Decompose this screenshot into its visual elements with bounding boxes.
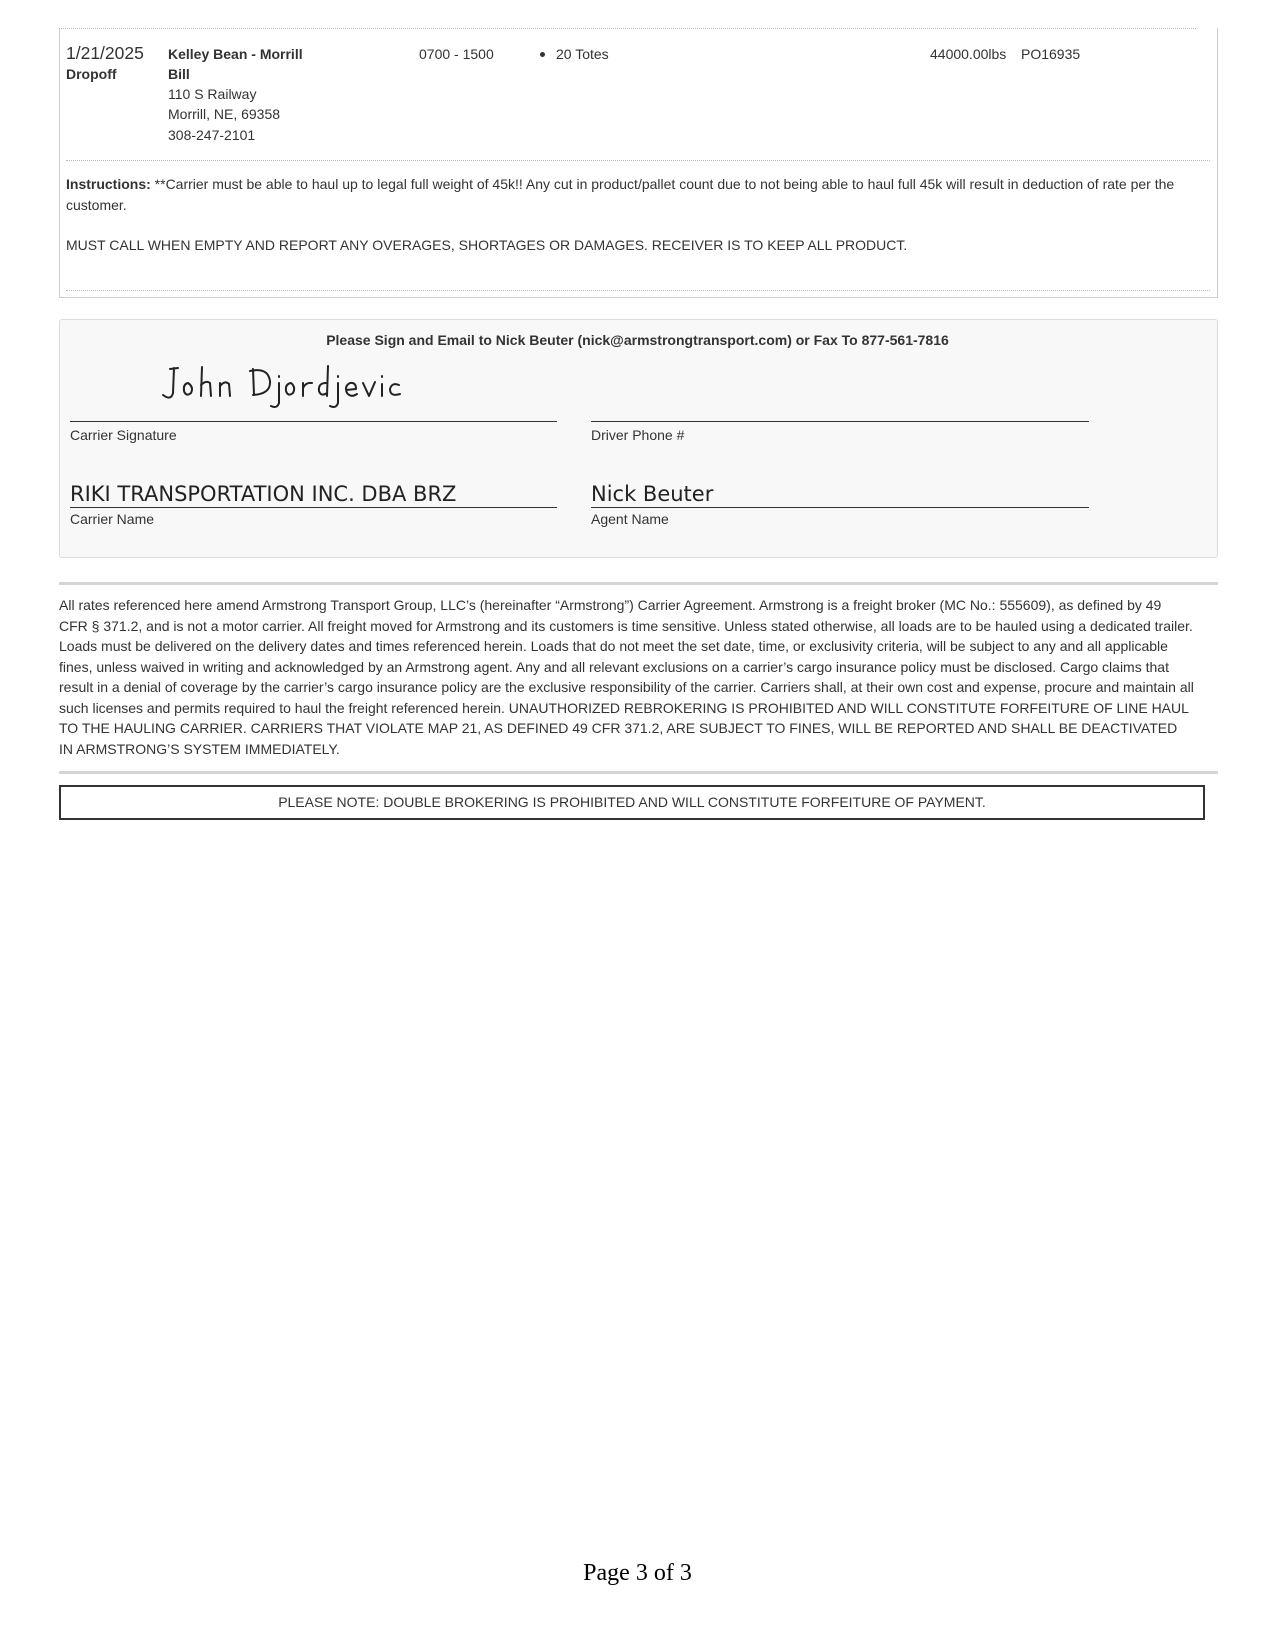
terms-top-divider <box>59 582 1218 585</box>
bullet-icon <box>540 52 545 57</box>
stop-company-line2: Bill <box>168 66 190 82</box>
stop-divider <box>66 160 1210 161</box>
terms-line: such licenses and permits required to haul the freight referenced herein. UNAUTHORIZED REBROKERING IS PROHIBITED AND WILL CONSTITUTE FORFEITURE OF LINE HAUL <box>59 699 1189 716</box>
carrier-signature-image <box>158 361 438 411</box>
terms-line: CFR § 371.2, and is not a motor carrier. All freight moved for Armstrong and its customers is time sensitive. Unless stated otherwise, all loads are to be hauled using a dedicated trailer. <box>59 617 1193 634</box>
carrier-name-line <box>70 507 557 508</box>
driver-phone-label: Driver Phone # <box>591 427 685 443</box>
page-number: Page 3 of 3 <box>583 1560 692 1586</box>
stop-address-line2: Morrill, NE, 69358 <box>168 106 281 122</box>
signature-heading: Please Sign and Email to Nick Beuter (nick@armstrongtransport.com) or Fax To 877-561-7816 <box>326 332 949 348</box>
stop-details-box <box>59 28 1218 298</box>
double-brokering-note: PLEASE NOTE: DOUBLE BROKERING IS PROHIBITED AND WILL CONSTITUTE FORFEITURE OF PAYMENT. <box>59 785 1205 820</box>
instructions-label: Instructions: <box>66 176 151 192</box>
stop-weight: 44000.00lbs <box>930 46 1007 62</box>
carrier-signature-label: Carrier Signature <box>70 427 177 443</box>
terms-line: fines, unless waived in writing and acknowledged by an Armstrong agent. Any and all relevant exclusions on a carrier’s cargo insurance policy must be disclosed. Cargo claims that <box>59 658 1169 675</box>
stop-po: PO16935 <box>1021 46 1081 62</box>
carrier-name-value[interactable]: RIKI TRANSPORTATION INC. DBA BRZ <box>70 482 457 506</box>
terms-line: TO THE HAULING CARRIER. CARRIERS THAT VIOLATE MAP 21, AS DEFINED 49 CFR 371.2, ARE SUBJECT TO FINES, WILL BE REPORTED AND SHALL BE DEACTIVATED <box>59 720 1178 736</box>
stop-address-line1: 110 S Railway <box>168 86 257 102</box>
driver-phone-line <box>591 421 1089 422</box>
agent-name-line <box>591 507 1089 508</box>
stop-phone: 308-247-2101 <box>168 127 256 143</box>
agent-name-label: Agent Name <box>591 511 669 527</box>
terms-bottom-divider <box>59 771 1218 774</box>
instructions-text-line2: customer. <box>66 197 127 213</box>
stop-date: 1/21/2025 <box>66 43 144 63</box>
carrier-name-label: Carrier Name <box>70 511 155 527</box>
terms-line: Loads must be delivered on the delivery dates and times referenced herein. Loads that do not meet the set date, time, or exclusivity criteria, will be subject to any and all applicable <box>59 638 1168 654</box>
instructions-text-line1: **Carrier must be able to haul up to legal full weight of 45k!! Any cut in product/pallet count due to not being able to haul full 45k will result in deduction of rate per the <box>154 176 1175 192</box>
top-divider <box>59 28 1196 29</box>
stop-company-line1: Kelley Bean - Morrill <box>168 46 303 62</box>
instructions-block <box>66 174 1211 216</box>
stop-type: Dropoff <box>66 66 117 82</box>
agent-name-value[interactable]: Nick Beuter <box>591 482 714 506</box>
carrier-signature-line <box>70 421 557 422</box>
terms-line: result in a denial of coverage by the carrier’s cargo insurance policy are the exclusive responsibility of the carrier. Carriers shall, at their own cost and expense, procure and maintain all <box>59 679 1194 695</box>
instructions-divider <box>66 290 1210 291</box>
terms-line: IN ARMSTRONG’S SYSTEM IMMEDIATELY. <box>59 740 340 757</box>
terms-line: All rates referenced here amend Armstrong Transport Group, LLC’s (hereinafter “Armstrong”) Carrier Agreement. Armstrong is a freight broker (MC No.: 555609), as defined by 49 <box>59 597 1162 613</box>
stop-hours: 0700 - 1500 <box>419 46 494 62</box>
instructions-call-text: MUST CALL WHEN EMPTY AND REPORT ANY OVERAGES, SHORTAGES OR DAMAGES. RECEIVER IS TO KEEP ALL PRODUCT. <box>66 237 908 253</box>
stop-item: 20 Totes <box>556 46 609 62</box>
terms-paragraph <box>59 595 1221 759</box>
